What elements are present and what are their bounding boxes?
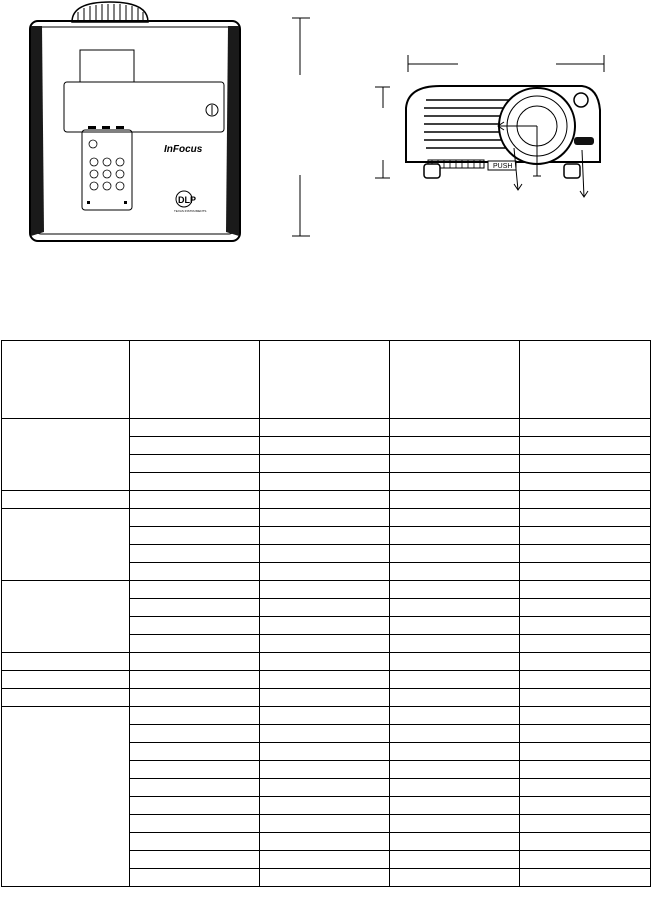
table-cell <box>130 527 260 545</box>
table-cell <box>520 545 651 563</box>
header-cell <box>520 341 651 419</box>
table-cell <box>390 617 520 635</box>
table-cell <box>520 671 651 689</box>
projector-front-view <box>406 86 600 197</box>
table-cell <box>520 707 651 725</box>
table-cell <box>260 743 390 761</box>
table-cell <box>520 869 651 887</box>
table-cell <box>130 509 260 527</box>
table-cell <box>130 581 260 599</box>
table-cell <box>260 761 390 779</box>
row-group-label-cell <box>2 509 130 581</box>
table-cell <box>260 689 390 707</box>
header-cell <box>130 341 260 419</box>
table-cell <box>520 653 651 671</box>
table-cell <box>520 797 651 815</box>
table-cell <box>390 455 520 473</box>
table-row <box>2 491 651 509</box>
table-cell <box>390 815 520 833</box>
table-cell <box>390 833 520 851</box>
table-cell <box>520 437 651 455</box>
table-cell <box>390 545 520 563</box>
table-cell <box>390 779 520 797</box>
row-group-label-cell <box>2 653 130 671</box>
table-cell <box>130 455 260 473</box>
table-cell <box>130 653 260 671</box>
table-cell <box>520 815 651 833</box>
table-cell <box>130 419 260 437</box>
table-row <box>2 653 651 671</box>
remote-keypad-icon <box>82 126 132 210</box>
table-cell <box>390 851 520 869</box>
table-cell <box>130 437 260 455</box>
table-cell <box>390 725 520 743</box>
table-cell <box>130 599 260 617</box>
table-cell <box>520 761 651 779</box>
table-cell <box>520 527 651 545</box>
table-cell <box>520 563 651 581</box>
header-cell <box>260 341 390 419</box>
row-group-label-cell <box>2 491 130 509</box>
table-cell <box>390 689 520 707</box>
table-cell <box>130 563 260 581</box>
table-cell <box>130 473 260 491</box>
table-cell <box>390 581 520 599</box>
table-cell <box>390 797 520 815</box>
table-row <box>2 509 651 527</box>
header-cell <box>2 341 130 419</box>
table-cell <box>390 761 520 779</box>
table-cell <box>130 851 260 869</box>
table-cell <box>260 545 390 563</box>
table-cell <box>260 797 390 815</box>
table-cell <box>260 599 390 617</box>
table-cell <box>130 815 260 833</box>
table-cell <box>520 455 651 473</box>
table-cell <box>520 689 651 707</box>
table-cell <box>390 635 520 653</box>
table-cell <box>260 455 390 473</box>
table-cell <box>130 617 260 635</box>
table-cell <box>390 653 520 671</box>
table-cell <box>130 689 260 707</box>
table-row <box>2 581 651 599</box>
table-cell <box>520 473 651 491</box>
table-cell <box>390 527 520 545</box>
table-cell <box>260 527 390 545</box>
table-cell <box>260 779 390 797</box>
table-cell <box>260 581 390 599</box>
table-cell <box>260 707 390 725</box>
table-cell <box>130 833 260 851</box>
table-cell <box>520 617 651 635</box>
table-cell <box>390 707 520 725</box>
table-cell <box>260 833 390 851</box>
table-cell <box>260 725 390 743</box>
table-cell <box>520 599 651 617</box>
table-row <box>2 671 651 689</box>
table-cell <box>520 779 651 797</box>
table-cell <box>260 473 390 491</box>
top-view-dimension-line <box>292 18 310 236</box>
table-cell <box>520 851 651 869</box>
table-cell <box>520 725 651 743</box>
table-cell <box>130 635 260 653</box>
table-cell <box>390 437 520 455</box>
svg-text:TEXAS INSTRUMENTS: TEXAS INSTRUMENTS <box>174 209 207 213</box>
table-cell <box>390 473 520 491</box>
row-group-label-cell <box>2 707 130 887</box>
table-cell <box>260 419 390 437</box>
brand-logo: InFocus <box>164 144 203 155</box>
table-cell <box>260 635 390 653</box>
table-cell <box>130 869 260 887</box>
table-cell <box>130 761 260 779</box>
table-cell <box>520 419 651 437</box>
table-cell <box>130 779 260 797</box>
table-cell <box>390 743 520 761</box>
table-cell <box>520 743 651 761</box>
table-cell <box>130 725 260 743</box>
row-group-label-cell <box>2 581 130 653</box>
lens-cover-icon <box>206 104 218 116</box>
table-cell <box>260 491 390 509</box>
table-cell <box>260 671 390 689</box>
table-header-row <box>2 341 651 419</box>
projector-dimension-drawing <box>0 0 652 300</box>
dlp-logo <box>174 191 206 213</box>
table-cell <box>260 869 390 887</box>
table-cell <box>390 509 520 527</box>
table-cell <box>520 635 651 653</box>
table-cell <box>260 437 390 455</box>
table-cell <box>130 797 260 815</box>
table-cell <box>390 563 520 581</box>
table-cell <box>260 851 390 869</box>
table-cell <box>260 815 390 833</box>
table-cell <box>520 509 651 527</box>
table-row <box>2 707 651 725</box>
table-cell <box>390 599 520 617</box>
table-cell <box>260 653 390 671</box>
table-cell <box>130 707 260 725</box>
row-group-label-cell <box>2 419 130 491</box>
table-cell <box>520 833 651 851</box>
table-cell <box>520 491 651 509</box>
table-cell <box>260 617 390 635</box>
table-cell <box>390 419 520 437</box>
table-row <box>2 689 651 707</box>
spec-table <box>1 340 651 887</box>
push-label: PUSH <box>493 163 513 170</box>
table-row <box>2 419 651 437</box>
row-group-label-cell <box>2 689 130 707</box>
svg-text:DLP: DLP <box>178 195 196 205</box>
table-cell <box>260 563 390 581</box>
table-cell <box>130 671 260 689</box>
table-cell <box>130 743 260 761</box>
table-cell <box>130 491 260 509</box>
table-cell <box>390 869 520 887</box>
table-cell <box>260 509 390 527</box>
table-cell <box>390 671 520 689</box>
row-group-label-cell <box>2 671 130 689</box>
table-cell <box>520 581 651 599</box>
focus-ring-icon <box>72 2 148 22</box>
projector-top-view <box>30 2 240 241</box>
table-cell <box>130 545 260 563</box>
table-cell <box>390 491 520 509</box>
header-cell <box>390 341 520 419</box>
